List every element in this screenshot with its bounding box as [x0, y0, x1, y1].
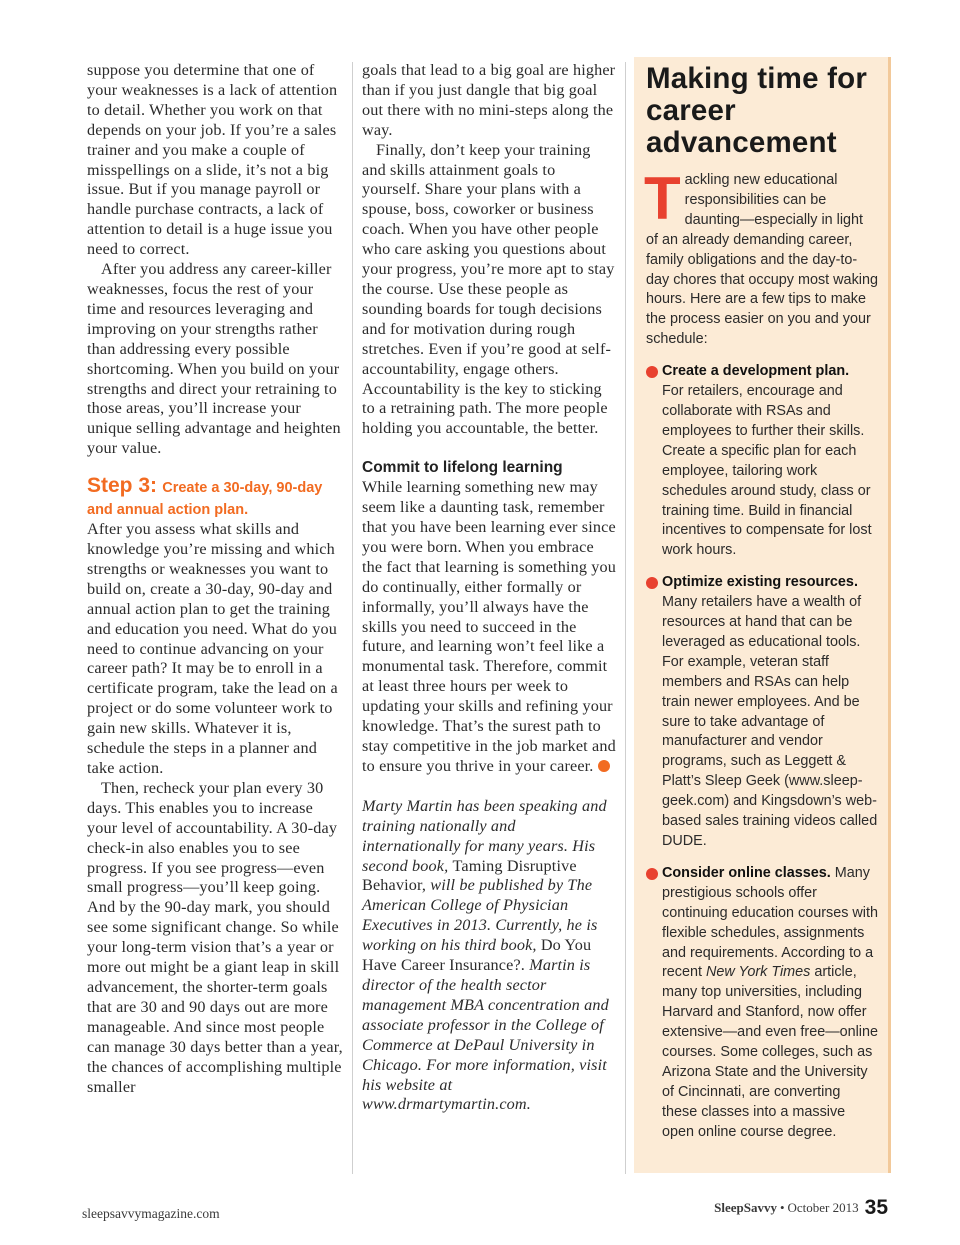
sidebar-intro [644, 165, 878, 350]
paragraph: After you assess what skills and knowledge you’re missing and which strengths or weaknesses you want to build on, create a 30-day, 90-day and annual action plan to get the training and education you need. What do you need to continue advancing on your career path? It may be to enroll in a certificate program, take the lead on a project or do some volunteer work to gain new skills. Whatever it is, schedule the steps in a planner and take action. [87, 520, 338, 777]
drop-cap: T [644, 165, 681, 232]
article-column-1 [87, 61, 343, 1097]
bio-text: Martin is director of the health sector management MBA concentration and associate professor in the College of Commerce at DePaul University in Chicago. For more information, visit his website at www.drmartymartin.com. [362, 956, 609, 1114]
tip-item [646, 362, 878, 561]
tip-body-italic: New York Times [706, 964, 811, 981]
tip-item [646, 864, 878, 1143]
paragraph: suppose you determine that one of your weaknesses is a lack of attention to detail. Whether you work on that depends on your job. If you’re a sales trainer and you make a couple of misspellings on a slide, it’s not a big issue. But if you manage payroll or handle purchase contracts, a lack of attention to detail is a huge issue you need to correct. [87, 61, 338, 259]
bio-book-title: Do You Have Career Insurance?. [362, 936, 592, 975]
sidebar-box [634, 57, 891, 1173]
bio-text: will be published by The American College of Physician Executives in 2013. Currently, he is working on his third book, [362, 876, 598, 955]
tip-heading: Consider online classes. [662, 864, 831, 881]
footer-separator: • [779, 1200, 785, 1215]
paragraph-text: While learning something new may seem like a daunting task, remember that you have been learning ever since you were born. When you embrace the fact that learning is something you do continually, either formally or informally, you’ll always have the skills you need to succeed in the future, and learning won’t feel like a monumental task. Therefore, commit at least three hours per week to updating your skills and refining your knowledge. That’s the surest path to stay competitive in the job market and to ensure you thrive in your career. [362, 478, 616, 775]
footer-website: sleepsavvymagazine.com [82, 1206, 220, 1221]
author-bio [362, 797, 616, 1116]
issue-date: October 2013 [787, 1200, 859, 1215]
step-title: Create a 30-day, 90-day and annual action plan. [87, 480, 323, 519]
article-column-2 [362, 61, 616, 1115]
paragraph: Finally, don’t keep your training and skills attainment goals to yourself. Share your plans with a spouse, boss, coworker or business coach. When you have other people who care asking you questions about your progress, you’re more apt to stay the course. Use these people as sounding boards for tough decisions and for motivation during rough stretches. Even if you’re good at self-accountability, engage others. Accountability is the key to sticking to a retraining path. The more people holding you accountable, the better. [362, 140, 615, 438]
paragraph: After you address any career-killer weaknesses, focus the rest of your time and resources leveraging and improving on your strengths rather than addressing every possible shortcoming. When you build on your strengths and direct your retraining to those areas, you’ll increase your unique selling advantage and heighten your value. [87, 260, 341, 458]
bullet-icon [646, 577, 658, 589]
tip-body: Many retailers have a wealth of resources at hand that can be leveraged as educational tools. For example, veteran staff members and RSAs can help train newer employees. And be sure to take advantage of manufacturer and vendor programs, such as Leggett & Platt’s Sleep Geek (www.sleep-geek.com) and Kingsdown’s web-based sales training videos called DUDE. [662, 594, 878, 849]
section-subheading: Commit to lifelong learning [362, 459, 563, 477]
bullet-icon [646, 366, 658, 378]
tip-body: Many prestigious schools offer continuing education courses with flexible schedules, assignments and requirements. According to a recent [662, 864, 878, 981]
paragraph [362, 478, 616, 777]
tip-heading: Create a development plan. [662, 363, 850, 380]
paragraph: Then, recheck your plan every 30 days. This enables you to increase your level of accountability. A 30-day check-in also enables you to see progress. If you see progress—even small progress—you’ll keep going. And by the 90-day mark, you should see some significant change. So while your long-term vision that’s a year or more out might be a giant leap in skill advancement, the shorter-term goals that are 30 and 90 days out are more manageable. And since most people can manage 30 days better than a year, the chances of accomplishing multiple smaller [87, 778, 343, 1096]
sidebar-title: Making time for career advancement [646, 62, 867, 159]
page-number: 35 [864, 1196, 888, 1219]
end-mark-icon [598, 760, 610, 772]
column-divider [625, 62, 626, 1174]
magazine-name: SleepSavvy [714, 1200, 777, 1215]
step-number: Step 3: [87, 474, 158, 498]
step-3-heading [87, 476, 343, 520]
tip-item [646, 573, 878, 852]
column-divider [352, 62, 353, 1174]
tip-heading: Optimize existing resources. [662, 574, 858, 591]
bullet-icon [646, 868, 658, 880]
sidebar-intro-text: ackling new educational responsibilities can be daunting—especially in light of an already demanding career, family obligations and the day-to-day chores that occupy most waking hours. Here are a few tips to make the process easier on you and your schedule: [646, 172, 878, 348]
bio-book-title: Taming Disruptive Behavior, [362, 856, 577, 895]
bio-text: Marty Martin has been speaking and training nationally and internationally for many years. His second book, [362, 796, 607, 875]
footer-folio [714, 1196, 888, 1220]
tip-body: article, many top universities, including Harvard and Stanford, now offer extensive—and even free—online courses. Some colleges, such as Arizona State and the University of Cincinnati, are converting these classes into a massive open online course degree. [662, 964, 878, 1140]
tip-body: For retailers, encourage and collaborate with RSAs and employees to further their skills. Create a specific plan for each employee, tailoring work schedules around study, class or training time. Build in financial incentives to compensate for lost work hours. [662, 383, 872, 559]
paragraph: goals that lead to a big goal are higher than if you just dangle that big goal out there with no mini-steps along the way. [362, 61, 616, 139]
